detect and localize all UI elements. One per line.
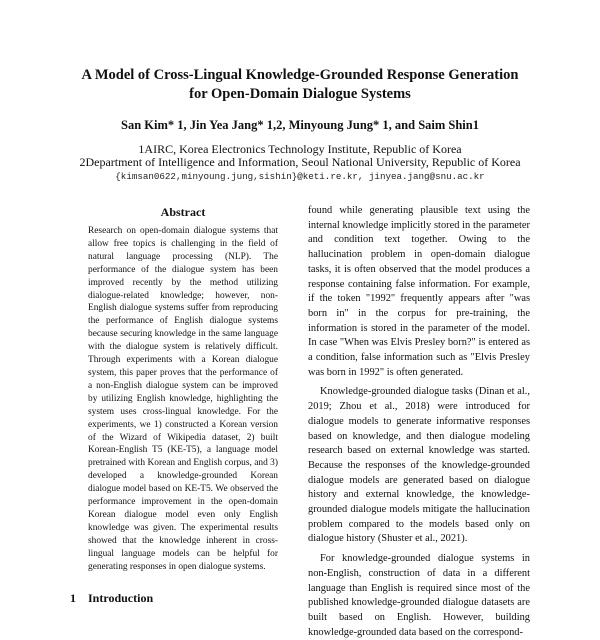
- abstract-heading: Abstract: [160, 205, 206, 219]
- affiliation-1: 1AIRC, Korea Electronics Technology Institute, Republic of Korea: [138, 142, 462, 156]
- right-column: [308, 204, 530, 640]
- title-line-1: A Model of Cross-Lingual Knowledge-Grounded Response Generation: [81, 67, 519, 83]
- section-title: Introduction: [88, 591, 154, 605]
- author-list: San Kim* 1, Jin Yea Jang* 1,2, Minyoung Jung* 1, and Saim Shin1: [121, 118, 479, 132]
- section-number: 1: [70, 591, 76, 605]
- section-heading-introduction: [70, 591, 165, 606]
- affiliation-2: 2Department of Intelligence and Information, Seoul National University, Republic of Korea: [79, 155, 521, 169]
- abstract-text: Research on open-domain dialogue systems that allow free topics is challenging in the field of natural language processing (NLP). The performance of the dialogue system has been improved recently by the method utilizing dialogue-related knowledge; however, non-English dialogue systems suffer from reproducing the performance of English dialogue systems because securing knowledge in the same language with the dialogue system is relatively difficult. Through experiments with a Korean dialogue system, this paper proves that the performance of a non-English dialogue system can be improved by utilizing English knowledge, highlighting the system uses cross-lingual knowledge. For the experiments, we 1) constructed a Korean version of the Wizard of Wikipedia dataset, 2) built Korean-English T5 (KE-T5), a language model pretrained with Korean and English corpus, and 3) developed a knowledge-grounded Korean dialogue model based on KE-T5. We observed the performance improvement in the open-domain Korean dialogue model even only English knowledge was given. The experimental results showed that the knowledge inherent in cross-lingual language models can be helpful for generating responses in open dialogue systems.: [88, 226, 278, 572]
- paragraph-2: Knowledge-grounded dialogue tasks (Dinan et al., 2019; Zhou et al., 2018) were introduced for dialogue models to generate informative responses based on knowledge, and then dialogue modeling research based on external knowledge was started. Because the responses of the knowledge-grounded dialogue models are generated based on dialogue history and external knowledge, the knowledge-grounded dialogue models mitigate the hallucination problem compared to the models based only on dialogue history (Shuster et al., 2021).: [308, 386, 530, 545]
- paragraph-1: found while generating plausible text using the internal knowledge implicitly stored in the parameter and condition text together. Owing to the hallucination problem in open-domain dialogue tasks, it is often observed that the model produces a response containing false information. For example, if the token "1992" frequently appears after "was born in" in the corpus for pre-training, the information is stored in the parameter of the model. In case "When was Elvis Presley born?" is entered as a condition, false information such as "Elvis Presley was born in 1992" is often generated.: [308, 205, 530, 378]
- paper-title: [40, 66, 560, 104]
- title-line-2: for Open-Domain Dialogue Systems: [189, 86, 411, 102]
- abstract-body: [88, 225, 278, 573]
- paragraph-3: For knowledge-grounded dialogue systems in non-English, construction of data in a different language than English is required since most of the published knowledge-grounded dialogue datasets are built based on English. However, building knowledge-grounded data based on the correspond-: [308, 553, 530, 638]
- author-emails: {kimsan0622,minyoung.jung,sishin}@keti.re.kr, jinyea.jang@snu.ac.kr: [115, 171, 485, 182]
